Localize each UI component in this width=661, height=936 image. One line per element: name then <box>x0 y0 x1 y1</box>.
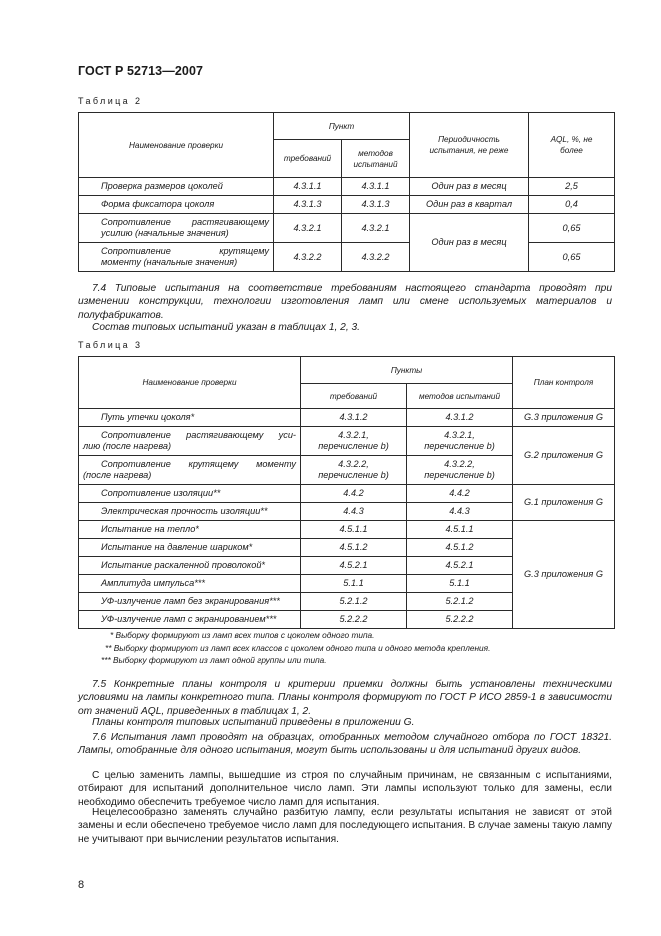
page-number: 8 <box>78 879 85 891</box>
t3-cell-meth: 4.5.1.2 <box>407 539 513 557</box>
t3-cell-meth: 5.2.1.2 <box>407 593 513 611</box>
t3-cell-req <box>301 427 407 456</box>
t3-meth-line1: 4.3.2.1, <box>444 430 475 440</box>
t2-header-point: Пункт <box>274 113 410 140</box>
t3-name-line1: Сопротивление крутящему моменту <box>101 459 296 469</box>
footnote-1: * Выборку формируют из ламп всех типов с цоколем одного типа. <box>110 630 375 640</box>
t2-cell-aql: 0,4 <box>529 196 615 214</box>
t3-cell-req <box>301 456 407 485</box>
footnote-3: *** Выборку формируют из ламп одной группы или типа. <box>101 655 327 665</box>
t2-cell-meth: 4.3.2.2 <box>342 243 410 272</box>
t3-cell-req: 4.5.1.1 <box>301 521 407 539</box>
table-row <box>79 196 615 214</box>
t3-cell-name: УФ-излучение ламп без экранирования*** <box>79 593 301 611</box>
t3-header-name: Наименование проверки <box>79 357 301 409</box>
t2-cell-period: Один раз в месяц <box>410 214 529 272</box>
t2-cell-aql: 0,65 <box>529 214 615 243</box>
paragraph-broken-lamp: Нецелесообразно заменять случайно разбитую лампу, если результаты испытания не зависят от этой замены и если обеспечено требуемое число ламп для последующего испытания. В случае замены такую лампу не учитывают при вычислении результатов испытания. <box>78 807 612 845</box>
t2-cell-meth: 4.3.1.1 <box>342 178 410 196</box>
t2-name-line2: усилию (начальные значения) <box>101 228 229 238</box>
t3-cell-name <box>79 427 301 456</box>
t2-cell-name <box>79 214 274 243</box>
table3 <box>78 356 615 629</box>
t3-cell-name: Амплитуда импульса*** <box>79 575 301 593</box>
t2-header-aql: AQL, %, не более <box>529 113 615 178</box>
table-row <box>79 178 615 196</box>
t3-cell-req: 5.1.1 <box>301 575 407 593</box>
paragraph-7-4: 7.4 Типовые испытания на соответствие требованиям настоящего стандарта проводят при изменении конструкции, технологии изготовления ламп или смене используемых материалов и полуфабрикатов. <box>78 283 612 321</box>
t2-header-requirements: требований <box>274 140 342 178</box>
paragraph-replacement: С целью заменить лампы, вышедшие из строя по случайным причинам, не связанным с испытаниями, отбирают для испытаний дополнительное число ламп. Эти лампы используют только для замены, если необходимо обеспечить требуемое число ламп для испытания. <box>78 770 612 808</box>
t3-header-points: Пункты <box>301 357 513 384</box>
t2-name-line1: Сопротивление растягивающему <box>101 217 269 227</box>
t3-cell-meth <box>407 456 513 485</box>
t2-cell-aql: 0,65 <box>529 243 615 272</box>
paragraph-7-4-tables: Состав типовых испытаний указан в таблицах 1, 2, 3. <box>92 322 360 333</box>
table-row <box>79 409 615 427</box>
t3-cell-plan: G.3 приложения G <box>513 409 615 427</box>
table-row <box>79 214 615 243</box>
t2-cell-meth: 4.3.2.1 <box>342 214 410 243</box>
t2-cell-name: Проверка размеров цоколей <box>79 178 274 196</box>
t3-cell-req: 4.3.1.2 <box>301 409 407 427</box>
table-row <box>79 427 615 456</box>
t2-header-methods: методов испытаний <box>342 140 410 178</box>
t2-name-line1: Сопротивление крутящему <box>101 246 269 256</box>
t3-meth-line2: перечисление b) <box>424 470 495 480</box>
t3-cell-req: 4.5.2.1 <box>301 557 407 575</box>
footnote-2: ** Выборку формируют из ламп всех классов с цоколем одного типа и одного метода крепления. <box>105 643 491 653</box>
t3-meth-line1: 4.3.2.2, <box>444 459 475 469</box>
t3-header-requirements: требований <box>301 384 407 409</box>
t3-cell-meth: 4.5.2.1 <box>407 557 513 575</box>
t3-cell-meth: 4.5.1.1 <box>407 521 513 539</box>
table2-caption: Таблица 2 <box>78 96 143 106</box>
t3-cell-name: Испытание раскаленной проволокой* <box>79 557 301 575</box>
t3-name-line1: Сопротивление растягивающему уси- <box>101 430 296 440</box>
t3-cell-plan: G.1 приложения G <box>513 485 615 521</box>
t2-header-periodicity: Периодичность испытания, не реже <box>410 113 529 178</box>
t3-cell-req: 4.5.1.2 <box>301 539 407 557</box>
t3-cell-name: Испытание на давление шариком* <box>79 539 301 557</box>
paragraph-7-5-annex: Планы контроля типовых испытаний приведены в приложении G. <box>92 717 415 728</box>
table-row <box>79 485 615 503</box>
t2-cell-period: Один раз в квартал <box>410 196 529 214</box>
t3-cell-name: Испытание на тепло* <box>79 521 301 539</box>
t3-name-line2: (после нагрева) <box>83 470 152 480</box>
t2-cell-name <box>79 243 274 272</box>
t3-cell-name: Сопротивление изоляции** <box>79 485 301 503</box>
t2-cell-req: 4.3.1.3 <box>274 196 342 214</box>
t3-cell-req: 5.2.2.2 <box>301 611 407 629</box>
t2-header-name: Наименование проверки <box>79 113 274 178</box>
t3-cell-req: 5.2.1.2 <box>301 593 407 611</box>
t3-cell-name: Электрическая прочность изоляции** <box>79 503 301 521</box>
table2 <box>78 112 615 272</box>
t2-cell-req: 4.3.2.2 <box>274 243 342 272</box>
t3-cell-meth: 5.2.2.2 <box>407 611 513 629</box>
t3-cell-meth: 4.4.3 <box>407 503 513 521</box>
t3-cell-meth <box>407 427 513 456</box>
t3-req-line1: 4.3.2.1, <box>338 430 369 440</box>
t2-cell-period: Один раз в месяц <box>410 178 529 196</box>
t3-req-line2: перечисление b) <box>318 441 389 451</box>
table3-caption: Таблица 3 <box>78 340 143 350</box>
table-row <box>79 243 615 272</box>
t3-req-line1: 4.3.2.2, <box>338 459 369 469</box>
t2-cell-req: 4.3.2.1 <box>274 214 342 243</box>
t2-cell-meth: 4.3.1.3 <box>342 196 410 214</box>
t3-header-methods: методов испытаний <box>407 384 513 409</box>
t3-cell-name <box>79 456 301 485</box>
t3-cell-req: 4.4.3 <box>301 503 407 521</box>
t2-cell-name: Форма фиксатора цоколя <box>79 196 274 214</box>
t3-cell-plan: G.2 приложения G <box>513 427 615 485</box>
t3-name-line2: лию (после нагрева) <box>83 441 172 451</box>
t3-header-plan: План контроля <box>513 357 615 409</box>
t2-name-line2: моменту (начальные значения) <box>101 257 238 267</box>
t2-cell-aql: 2,5 <box>529 178 615 196</box>
t2-cell-req: 4.3.1.1 <box>274 178 342 196</box>
t3-cell-meth: 4.3.1.2 <box>407 409 513 427</box>
t3-cell-name: Путь утечки цоколя* <box>79 409 301 427</box>
document-title: ГОСТ Р 52713—2007 <box>78 64 204 78</box>
t3-cell-req: 4.4.2 <box>301 485 407 503</box>
table-row <box>79 521 615 539</box>
t3-cell-plan: G.3 приложения G <box>513 521 615 629</box>
paragraph-7-5: 7.5 Конкретные планы контроля и критерии приемки должны быть установлены техническими условиями на лампы конкретного типа. Планы контроля формируют по ГОСТ Р ИСО 2859-1 в зависимости от значений AQL, приведенных в таблицах 1, 2. <box>78 679 612 717</box>
t3-meth-line2: перечисление b) <box>424 441 495 451</box>
t3-cell-meth: 4.4.2 <box>407 485 513 503</box>
t3-cell-meth: 5.1.1 <box>407 575 513 593</box>
paragraph-7-6: 7.6 Испытания ламп проводят на образцах, отобранных методом случайного отбора по ГОСТ 18321. Лампы, отобранные для одного испытания, могут быть использованы и для испытаний других видов. <box>78 732 612 757</box>
t3-req-line2: перечисление b) <box>318 470 389 480</box>
t3-cell-name: УФ-излучение ламп с экранированием*** <box>79 611 301 629</box>
